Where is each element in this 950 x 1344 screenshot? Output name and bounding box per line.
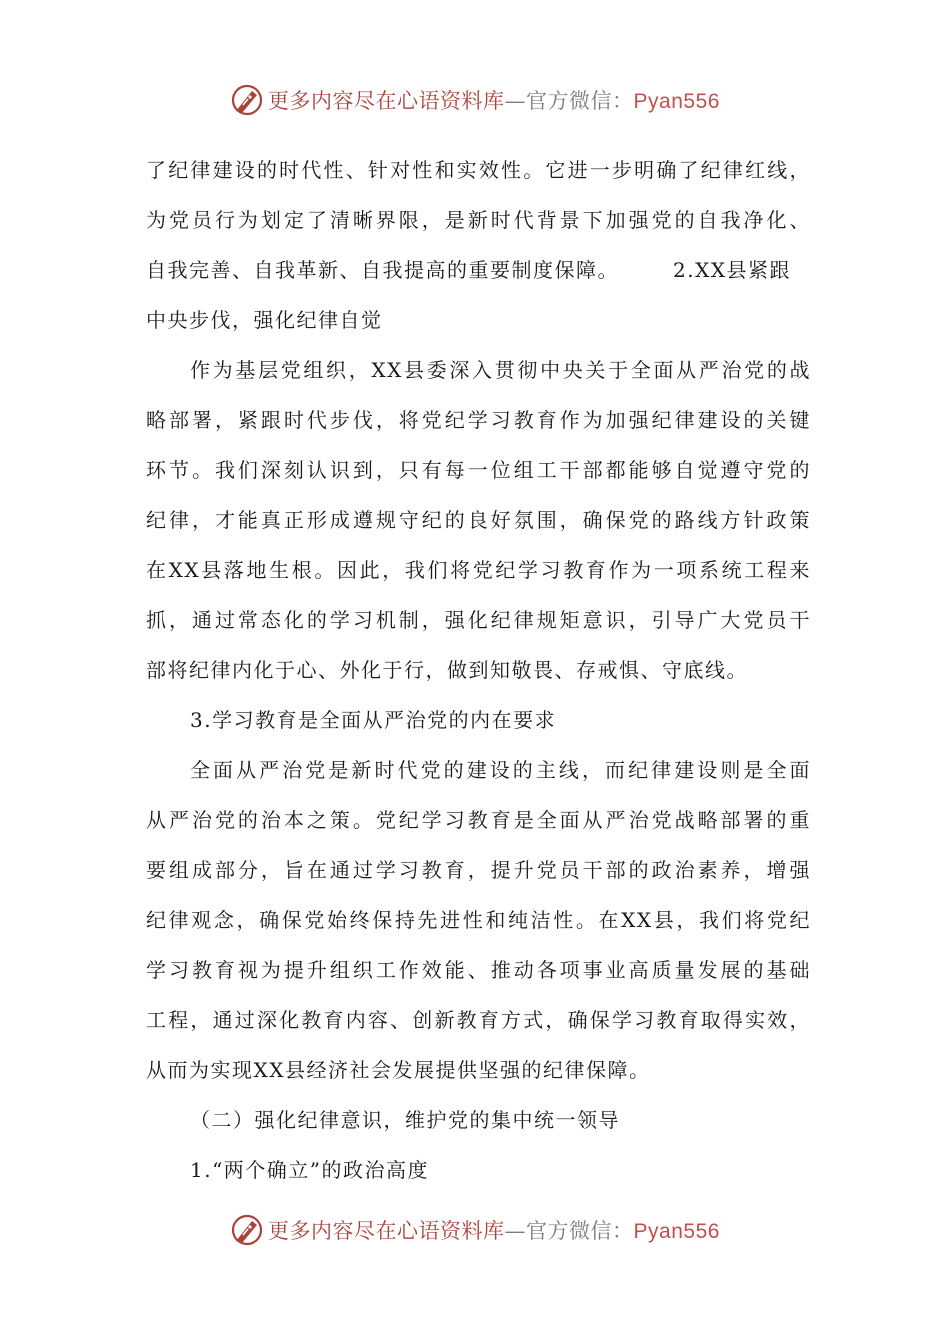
paragraph-line: 要组成部分，旨在通过学习教育，提升党员干部的政治素养，增强	[146, 858, 811, 882]
banner-site: 更多内容尽在心语资料库	[268, 1219, 505, 1243]
banner-site: 更多内容尽在心语资料库	[268, 89, 505, 113]
paragraph-line: 工程，通过深化教育内容、创新教育方式，确保学习教育取得实效，	[146, 1008, 811, 1032]
paragraph-line: 纪律观念，确保党始终保持先进性和纯洁性。在XX县，我们将党纪	[146, 908, 811, 932]
text-fragment: 自我完善、自我革新、自我提高的重要制度保障。	[146, 258, 619, 282]
text-line: 为党员行为划定了清晰界限，是新时代背景下加强党的自我净化、	[146, 208, 811, 232]
footer-banner	[0, 1208, 950, 1252]
section-heading-2: 2.XX县紧跟	[673, 258, 792, 282]
pen-nib-icon	[230, 83, 264, 117]
banner-wechat-label: 官方微信：	[526, 1219, 634, 1243]
banner-text	[268, 1215, 720, 1245]
banner-wechat-id: Pyan556	[633, 1220, 720, 1243]
banner-dash: —	[504, 89, 527, 113]
paragraph-line: 学习教育视为提升组织工作效能、推动各项事业高质量发展的基础	[146, 958, 811, 982]
pen-nib-icon	[230, 1213, 264, 1247]
paragraph-line: 全面从严治党是新时代党的建设的主线，而纪律建设则是全面	[190, 758, 811, 782]
banner-text	[268, 85, 720, 115]
paragraph-line: 略部署，紧跟时代步伐，将党纪学习教育作为加强纪律建设的关键	[146, 408, 811, 432]
paragraph-line: 从而为实现XX县经济社会发展提供坚强的纪律保障。	[146, 1058, 651, 1082]
banner-wechat-id: Pyan556	[633, 90, 720, 113]
banner-wechat-label: 官方微信：	[526, 89, 634, 113]
section-heading-er: （二）强化纪律意识，维护党的集中统一领导	[190, 1108, 620, 1132]
subsection-heading-1: 1.“两个确立”的政治高度	[190, 1158, 430, 1182]
paragraph-line: 作为基层党组织，XX县委深入贯彻中央关于全面从严治党的战	[190, 358, 811, 382]
paragraph-line: 抓，通过常态化的学习机制，强化纪律规矩意识，引导广大党员干	[146, 608, 811, 632]
paragraph-line: 环节。我们深刻认识到，只有每一位组工干部都能够自觉遵守党的	[146, 458, 811, 482]
paragraph-line: 部将纪律内化于心、外化于行，做到知敬畏、存戒惧、守底线。	[146, 658, 748, 682]
section-heading-3: 3.学习教育是全面从严治党的内在要求	[190, 708, 557, 732]
section-heading-2-cont: 中央步伐，强化纪律自觉	[146, 308, 383, 332]
text-line	[146, 245, 811, 295]
paragraph-line: 从严治党的治本之策。党纪学习教育是全面从严治党战略部署的重	[146, 808, 811, 832]
paragraph-line: 在XX县落地生根。因此，我们将党纪学习教育作为一项系统工程来	[146, 558, 811, 582]
text-line: 了纪律建设的时代性、针对性和实效性。它进一步明确了纪律红线，	[146, 158, 811, 182]
header-banner	[0, 78, 950, 122]
banner-dash: —	[504, 1219, 527, 1243]
paragraph-line: 纪律，才能真正形成遵规守纪的良好氛围，确保党的路线方针政策	[146, 508, 811, 532]
document-body	[146, 145, 811, 1195]
